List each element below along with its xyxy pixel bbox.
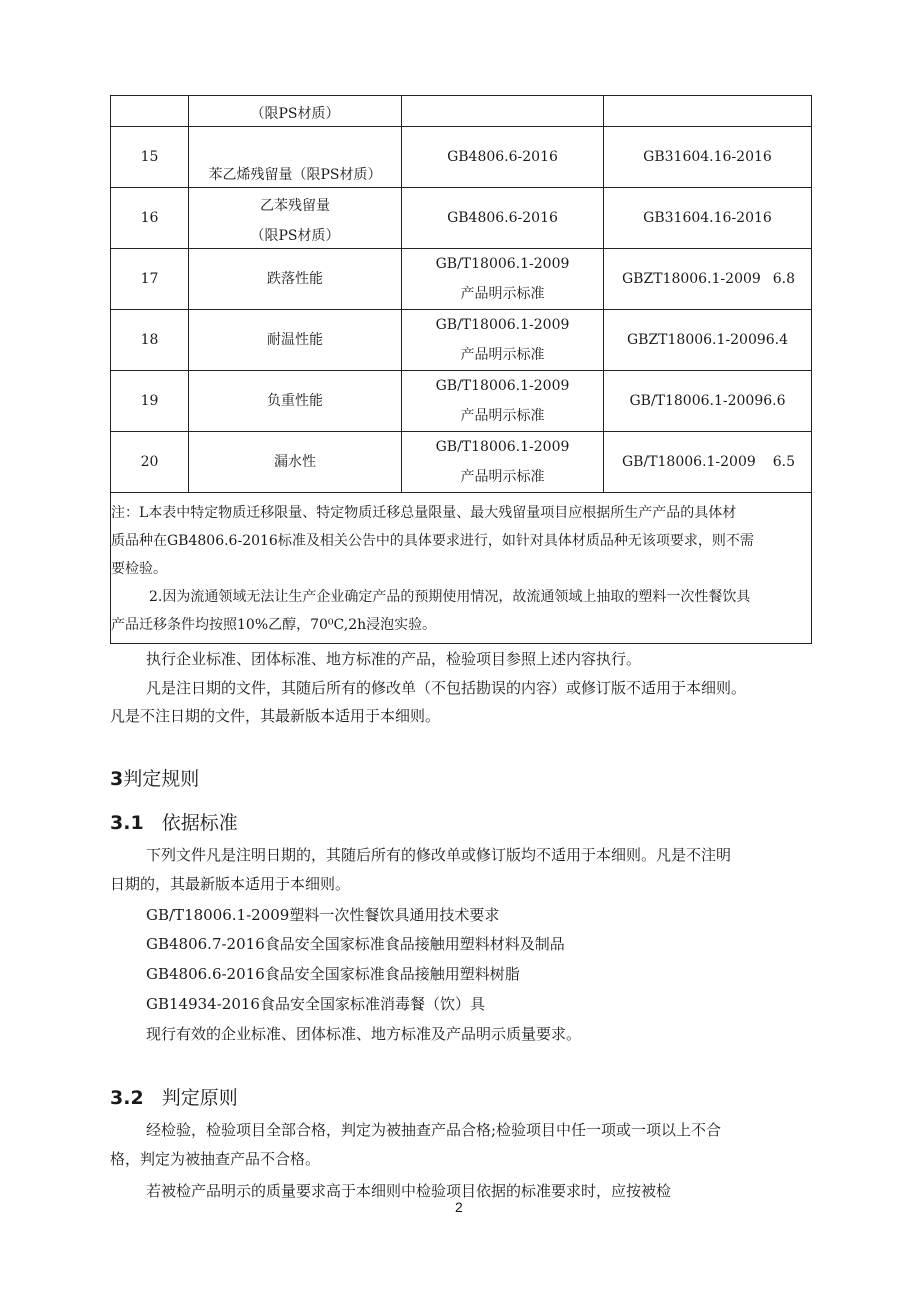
standard-cell: GB4806.6-2016 (402, 127, 604, 188)
paragraph: 经检验，检验项目全部合格，判定为被抽查产品合格;检验项目中任一项或一项以上不合 (146, 1121, 722, 1139)
inspection-items-table (110, 95, 812, 644)
page-number: 2 (455, 1199, 463, 1215)
paragraph: 若被检产品明示的质量要求高于本细则中检验项目依据的标准要求时，应按被检 (146, 1182, 672, 1200)
method-cell (604, 96, 812, 127)
row-number: 17 (111, 249, 189, 310)
method-cell: GB31604.16-2016 (604, 188, 812, 249)
table-row (111, 127, 812, 188)
paragraph: 下列文件凡是注明日期的，其随后所有的修改单或修订版均不适用于本细则。凡是不注明 (146, 846, 732, 864)
row-number: 15 (111, 127, 189, 188)
table-row (111, 310, 812, 371)
item-name: 跌落性能 (189, 249, 402, 310)
subsection-heading: 3.1 依据标准 (110, 812, 238, 834)
table-note-row (111, 493, 812, 644)
item-name: 苯乙烯残留量（限PS材质） (189, 127, 402, 188)
reference-item: GB14934-2016食品安全国家标准消毒餐（饮）具 (146, 995, 485, 1013)
section-heading: 3判定规则 (110, 768, 200, 790)
table-row (111, 371, 812, 432)
paragraph: 日期的，其最新版本适用于本细则。 (110, 875, 351, 893)
method-cell: GB/T18006.1-20096.6 (604, 371, 812, 432)
item-name: 乙苯残留量 （限PS材质） (189, 188, 402, 249)
paragraph: 格，判定为被抽查产品不合格。 (110, 1150, 321, 1168)
row-number: 19 (111, 371, 189, 432)
method-cell: GBZT18006.1-20096.4 (604, 310, 812, 371)
paragraph: 凡是注日期的文件，其随后所有的修改单（不包括勘误的内容）或修订版不适用于本细则。 (146, 679, 747, 697)
paragraph: 凡是不注日期的文件，其最新版本适用于本细则。 (110, 707, 441, 725)
row-number: 16 (111, 188, 189, 249)
row-number: 20 (111, 432, 189, 493)
reference-item: GB4806.7-2016食品安全国家标准食品接触用塑料材料及制品 (146, 935, 565, 953)
standard-cell (402, 96, 604, 127)
table-note: 注：L本表中特定物质迁移限量、特定物质迁移总量限量、最大残留量项目应根据所生产产品的具体材 质品种在GB4806.6-2016标准及相关公告中的具体要求进行，如针对具体材质品种无该项要求，则不需 要检验。 2.因为流通领域无法让生产企业确定产品的预期使用情况，故流通领域上抽取的塑料一次性餐饮具 产品迁移条件均按照10%乙醇，70⁰C,2h浸泡实验。 (111, 493, 812, 644)
table-row (111, 432, 812, 493)
subsection-heading: 3.2 判定原则 (110, 1087, 238, 1109)
table-row (111, 249, 812, 310)
item-name: 漏水性 (189, 432, 402, 493)
method-cell: GB/T18006.1-2009 6.5 (604, 432, 812, 493)
standard-cell: GB/T18006.1-2009 产品明示标准 (402, 371, 604, 432)
method-cell: GBZT18006.1-2009 6.8 (604, 249, 812, 310)
item-name: 耐温性能 (189, 310, 402, 371)
standard-cell: GB/T18006.1-2009 产品明示标准 (402, 249, 604, 310)
paragraph: 执行企业标准、团体标准、地方标准的产品，检验项目参照上述内容执行。 (146, 650, 642, 668)
reference-item: 现行有效的企业标准、团体标准、地方标准及产品明示质量要求。 (146, 1025, 582, 1043)
method-cell: GB31604.16-2016 (604, 127, 812, 188)
table-row (111, 188, 812, 249)
item-name: （限PS材质） (189, 96, 402, 127)
row-number (111, 96, 189, 127)
row-number: 18 (111, 310, 189, 371)
standard-cell: GB4806.6-2016 (402, 188, 604, 249)
standard-cell: GB/T18006.1-2009 产品明示标准 (402, 310, 604, 371)
table-row (111, 96, 812, 127)
reference-item: GB/T18006.1-2009塑料一次性餐饮具通用技术要求 (146, 906, 500, 924)
reference-item: GB4806.6-2016食品安全国家标准食品接触用塑料树脂 (146, 965, 520, 983)
standard-cell: GB/T18006.1-2009 产品明示标准 (402, 432, 604, 493)
item-name: 负重性能 (189, 371, 402, 432)
